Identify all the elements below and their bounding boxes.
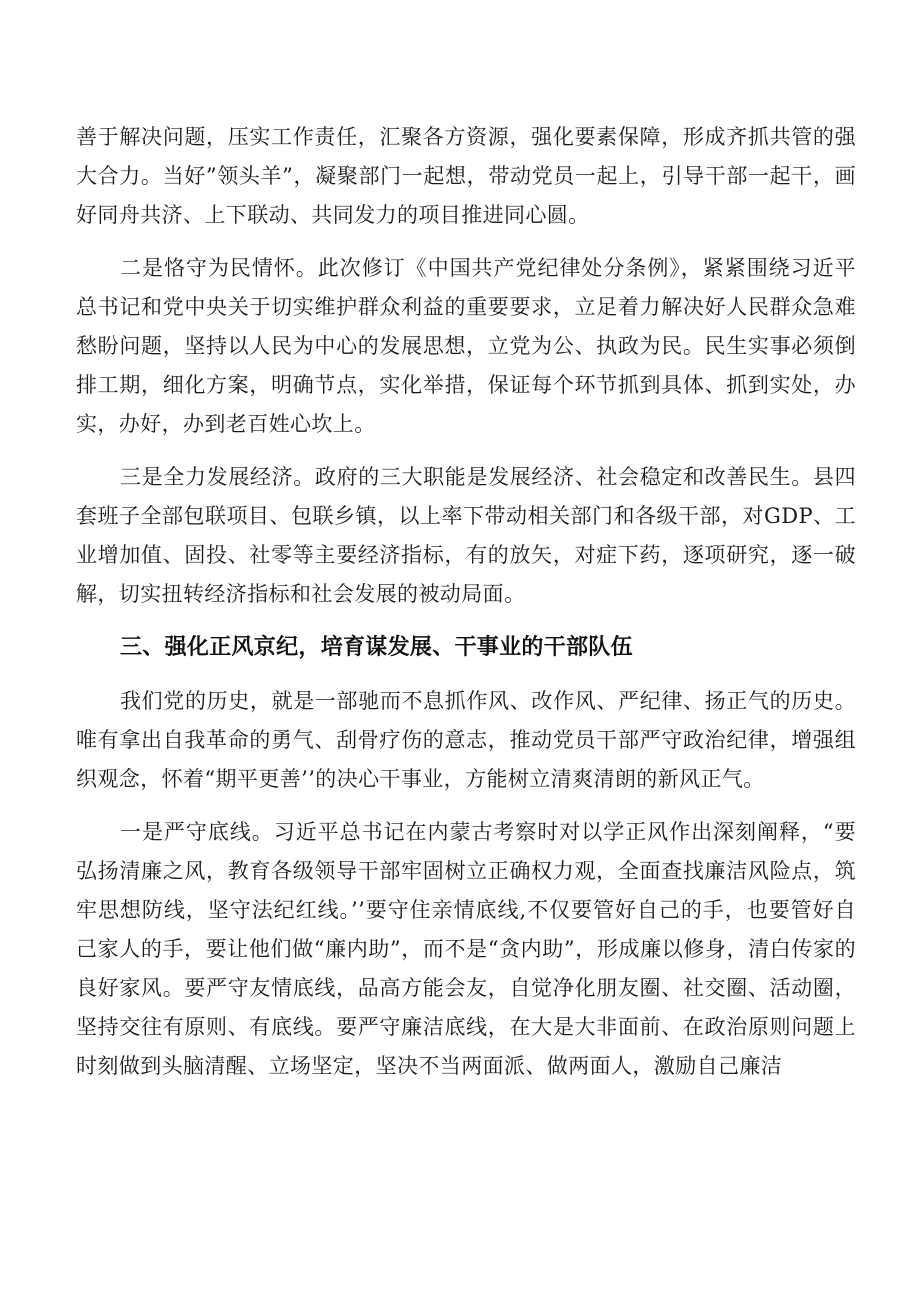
paragraph-people-sentiment: 二是恪守为民情怀。此次修订《中国共产党纪律处分条例》，紧紧围绕习近平总书记和党中央关于切实维护群众利益的重要要求，立足着力解决好人民群众急难愁盼问题，坚持以人民为中心的发展思想，立党为公、执政为民。民生实事必须倒排工期，细化方案，明确节点，实化举措，保证每个环节抓到具体、抓到实处，办实，办好，办到老百姓心坎上。 <box>76 256 856 436</box>
document-page <box>76 118 856 1086</box>
paragraph-economic-development: 三是全力发展经济。政府的三大职能是发展经济、社会稳定和改善民生。县四套班子全部包联项目、包联乡镇，以上率下带动相关部门和各级干部，对GDP、工业增加值、固投、社零等主要经济指标，有的放矢，对症下药，逐项研究，逐一破解，切实扭转经济指标和社会发展的被动局面。 <box>76 465 856 606</box>
paragraph-bottom-line: 一是严守底线。习近平总书记在内蒙古考察时对以学正风作出深刻阐释，“要弘扬清廉之风，教育各级领导干部牢固树立正确权力观，全面查找廉洁风险点，筑牢思想防线，坚守法纪红线。’’要守住亲情底线,不仅要管好自己的手，也要管好自己家人的手，要让他们做“廉内助”，而不是“贪内助”，形成廉以修身，清白传家的良好家风。要严守友情底线，品高方能会友，自觉净化朋友圈、社交圈、活动圈，坚持交往有原则、有底线。要严守廉洁底线，在大是大非面前、在政治原则问题上时刻做到头脑清醒、立场坚定，坚决不当两面派、做两面人，激励自己廉洁 <box>76 820 856 1078</box>
paragraph-party-history: 我们党的历史，就是一部驰而不息抓作风、改作风、严纪律、扬正气的历史。唯有拿出自我革命的勇气、刮骨疗伤的意志，推动党员干部严守政治纪律，增强组织观念，怀着“期平更善’’的决心干事业，方能树立清爽清朗的新风正气。 <box>76 689 856 791</box>
section-heading: 三、强化正风京纪，培育谋发展、干事业的干部队伍 <box>120 635 633 660</box>
paragraph-continuation: 善于解决问题，压实工作责任，汇聚各方资源，强化要素保障，形成齐抓共管的强大合力。当好”领头羊”，凝聚部门一起想，带动党员一起上，引导干部一起干，画好同舟共济、上下联动、共同发力的项目推进同心圆。 <box>76 125 856 227</box>
